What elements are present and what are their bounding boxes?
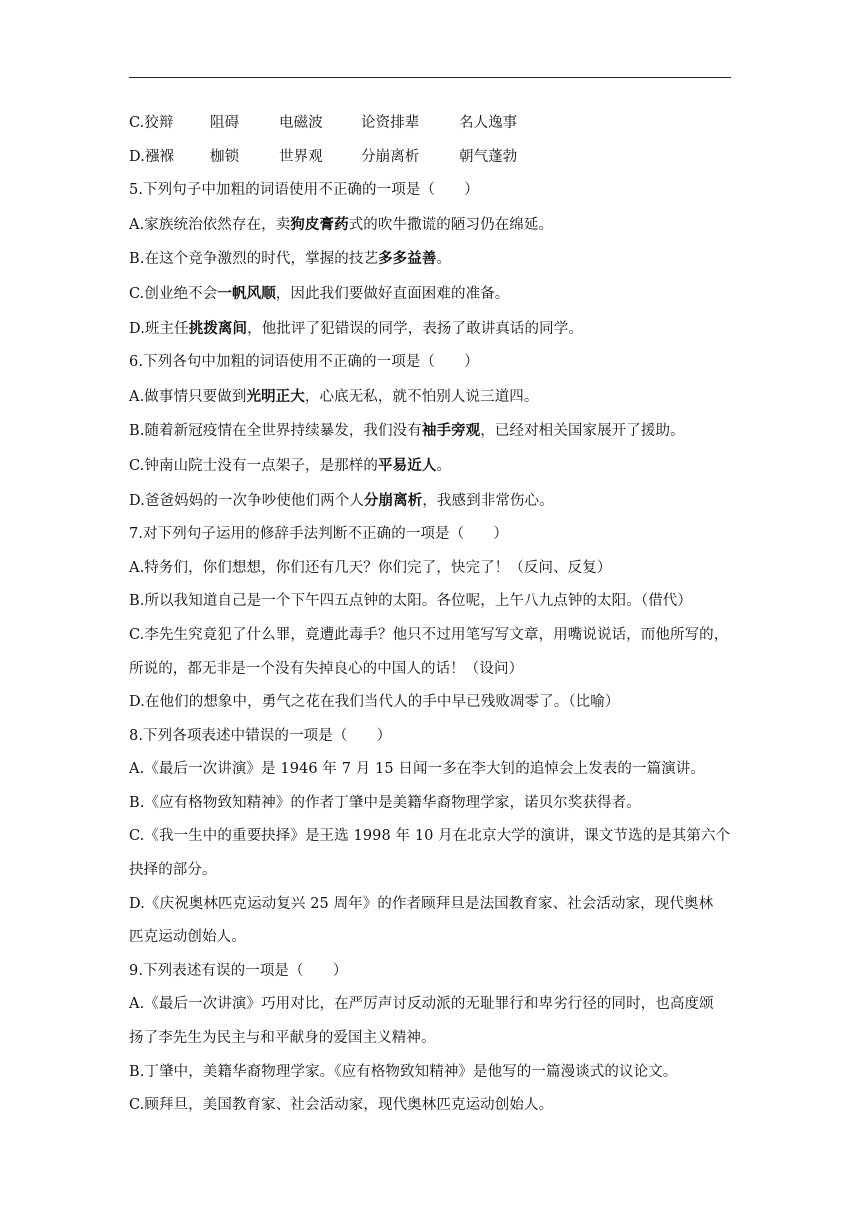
q8-option-d: D.《庆祝奥林匹克运动复兴 25 周年》的作者顾拜旦是法国教育家、社会活动家，现代奥林 [129, 895, 714, 912]
question-stem: 6.下列各句中加粗的词语使用不正确的一项是（ ） [129, 354, 479, 371]
q8-option-a: A.《最后一次讲演》是 1946 年 7 月 15 日闻一多在李大钊的追悼会上发表的一篇演讲。 [129, 761, 706, 778]
word: 电磁波 [279, 115, 323, 131]
word: 名人逸事 [459, 115, 518, 131]
q5-option-d: D.班主任挑拨离间，他批评了犯错误的同学，表扬了敢讲真话的同学。 [129, 319, 583, 337]
q6-option-c: C.钟南山院士没有一点架子，是那样的平易近人。 [129, 456, 452, 474]
q5-option-b: B.在这个竞争激烈的时代，掌握的技艺多多益善。 [129, 250, 452, 268]
word: C.狡辩 [129, 115, 174, 131]
word: 枷锁 [210, 148, 240, 165]
q7-option-d: D.在他们的想象中，勇气之花在我们当代人的手中早已残败凋零了。（比喻） [129, 694, 620, 711]
q9-option-c: C.顾拜旦，美国教育家、社会活动家，现代奥林匹克运动创始人。 [129, 1097, 554, 1114]
question-stem: 9.下列表述有误的一项是（ ） [129, 962, 348, 979]
q9-option-a-cont: 扬了李先生为民主与和平献身的爱国主义精神。 [129, 1030, 436, 1047]
q8-option-b: B.《应有格物致知精神》的作者丁肇中是美籍华裔物理学家，诺贝尔奖获得者。 [129, 794, 641, 811]
q8-option-c-cont: 抉择的部分。 [129, 862, 217, 879]
word: 朝气蓬勃 [459, 148, 518, 165]
question-stem: 8.下列各项表述中错误的一项是（ ） [129, 727, 392, 744]
question-stem: 7.对下列句子运用的修辞手法判断不正确的一项是（ ） [129, 526, 509, 543]
q7-option-c: C.李先生究竟犯了什么罪，竟遭此毒手？他只不过用笔写写文章，用嘴说说话，而他所写的， [129, 626, 729, 643]
q6-option-a: A.做事情只要做到光明正大，心底无私，就不怕别人说三道四。 [129, 387, 539, 405]
word: D.襁褓 [129, 148, 175, 165]
q4-option-d [129, 141, 733, 175]
q9-option-a: A.《最后一次讲演》巧用对比，在严厉声讨反动派的无耻罪行和卑劣行径的同时，也高度颂 [129, 996, 714, 1013]
q4-option-c [129, 107, 733, 141]
word: 世界观 [279, 148, 323, 165]
header-rule [129, 77, 731, 78]
q7-option-c-cont: 所说的，都无非是一个没有失掉良心的中国人的话！（设问） [129, 660, 524, 677]
q6-option-b: B.随着新冠疫情在全世界持续暴发，我们没有袖手旁观，已经对相关国家展开了援助。 [129, 422, 685, 440]
q6-option-d: D.爸爸妈妈的一次争吵使他们两个人分崩离析，我感到非常伤心。 [129, 491, 554, 509]
q5-option-a: A.家族统治依然存在，卖狗皮膏药式的吹牛撒谎的陋习仍在绵延。 [129, 215, 554, 233]
q8-option-d-cont: 匹克运动创始人。 [129, 929, 246, 946]
q7-option-b: B.所以我知道自己是一个下午四五点钟的太阳。各位呢，上午八九点钟的太阳。（借代） [129, 593, 693, 610]
word: 阻碍 [210, 115, 240, 131]
question-stem: 5.下列句子中加粗的词语使用不正确的一项是（ ） [129, 182, 479, 199]
q7-option-a: A.特务们，你们想想，你们还有几天？你们完了，快完了！（反问、反复） [129, 559, 612, 576]
q5-option-c: C.创业绝不会一帆风顺，因此我们要做好直面困难的准备。 [129, 284, 510, 302]
document-body [129, 107, 733, 1123]
word: 论资排辈 [361, 115, 420, 131]
q9-option-b: B.丁肇中，美籍华裔物理学家。《应有格物致知精神》是他写的一篇漫谈式的议论文。 [129, 1063, 678, 1080]
word: 分崩离析 [361, 148, 420, 165]
q8-option-c: C.《我一生中的重要抉择》是王选 1998 年 10 月在北京大学的演讲，课文节选的是其第六个 [129, 828, 731, 845]
